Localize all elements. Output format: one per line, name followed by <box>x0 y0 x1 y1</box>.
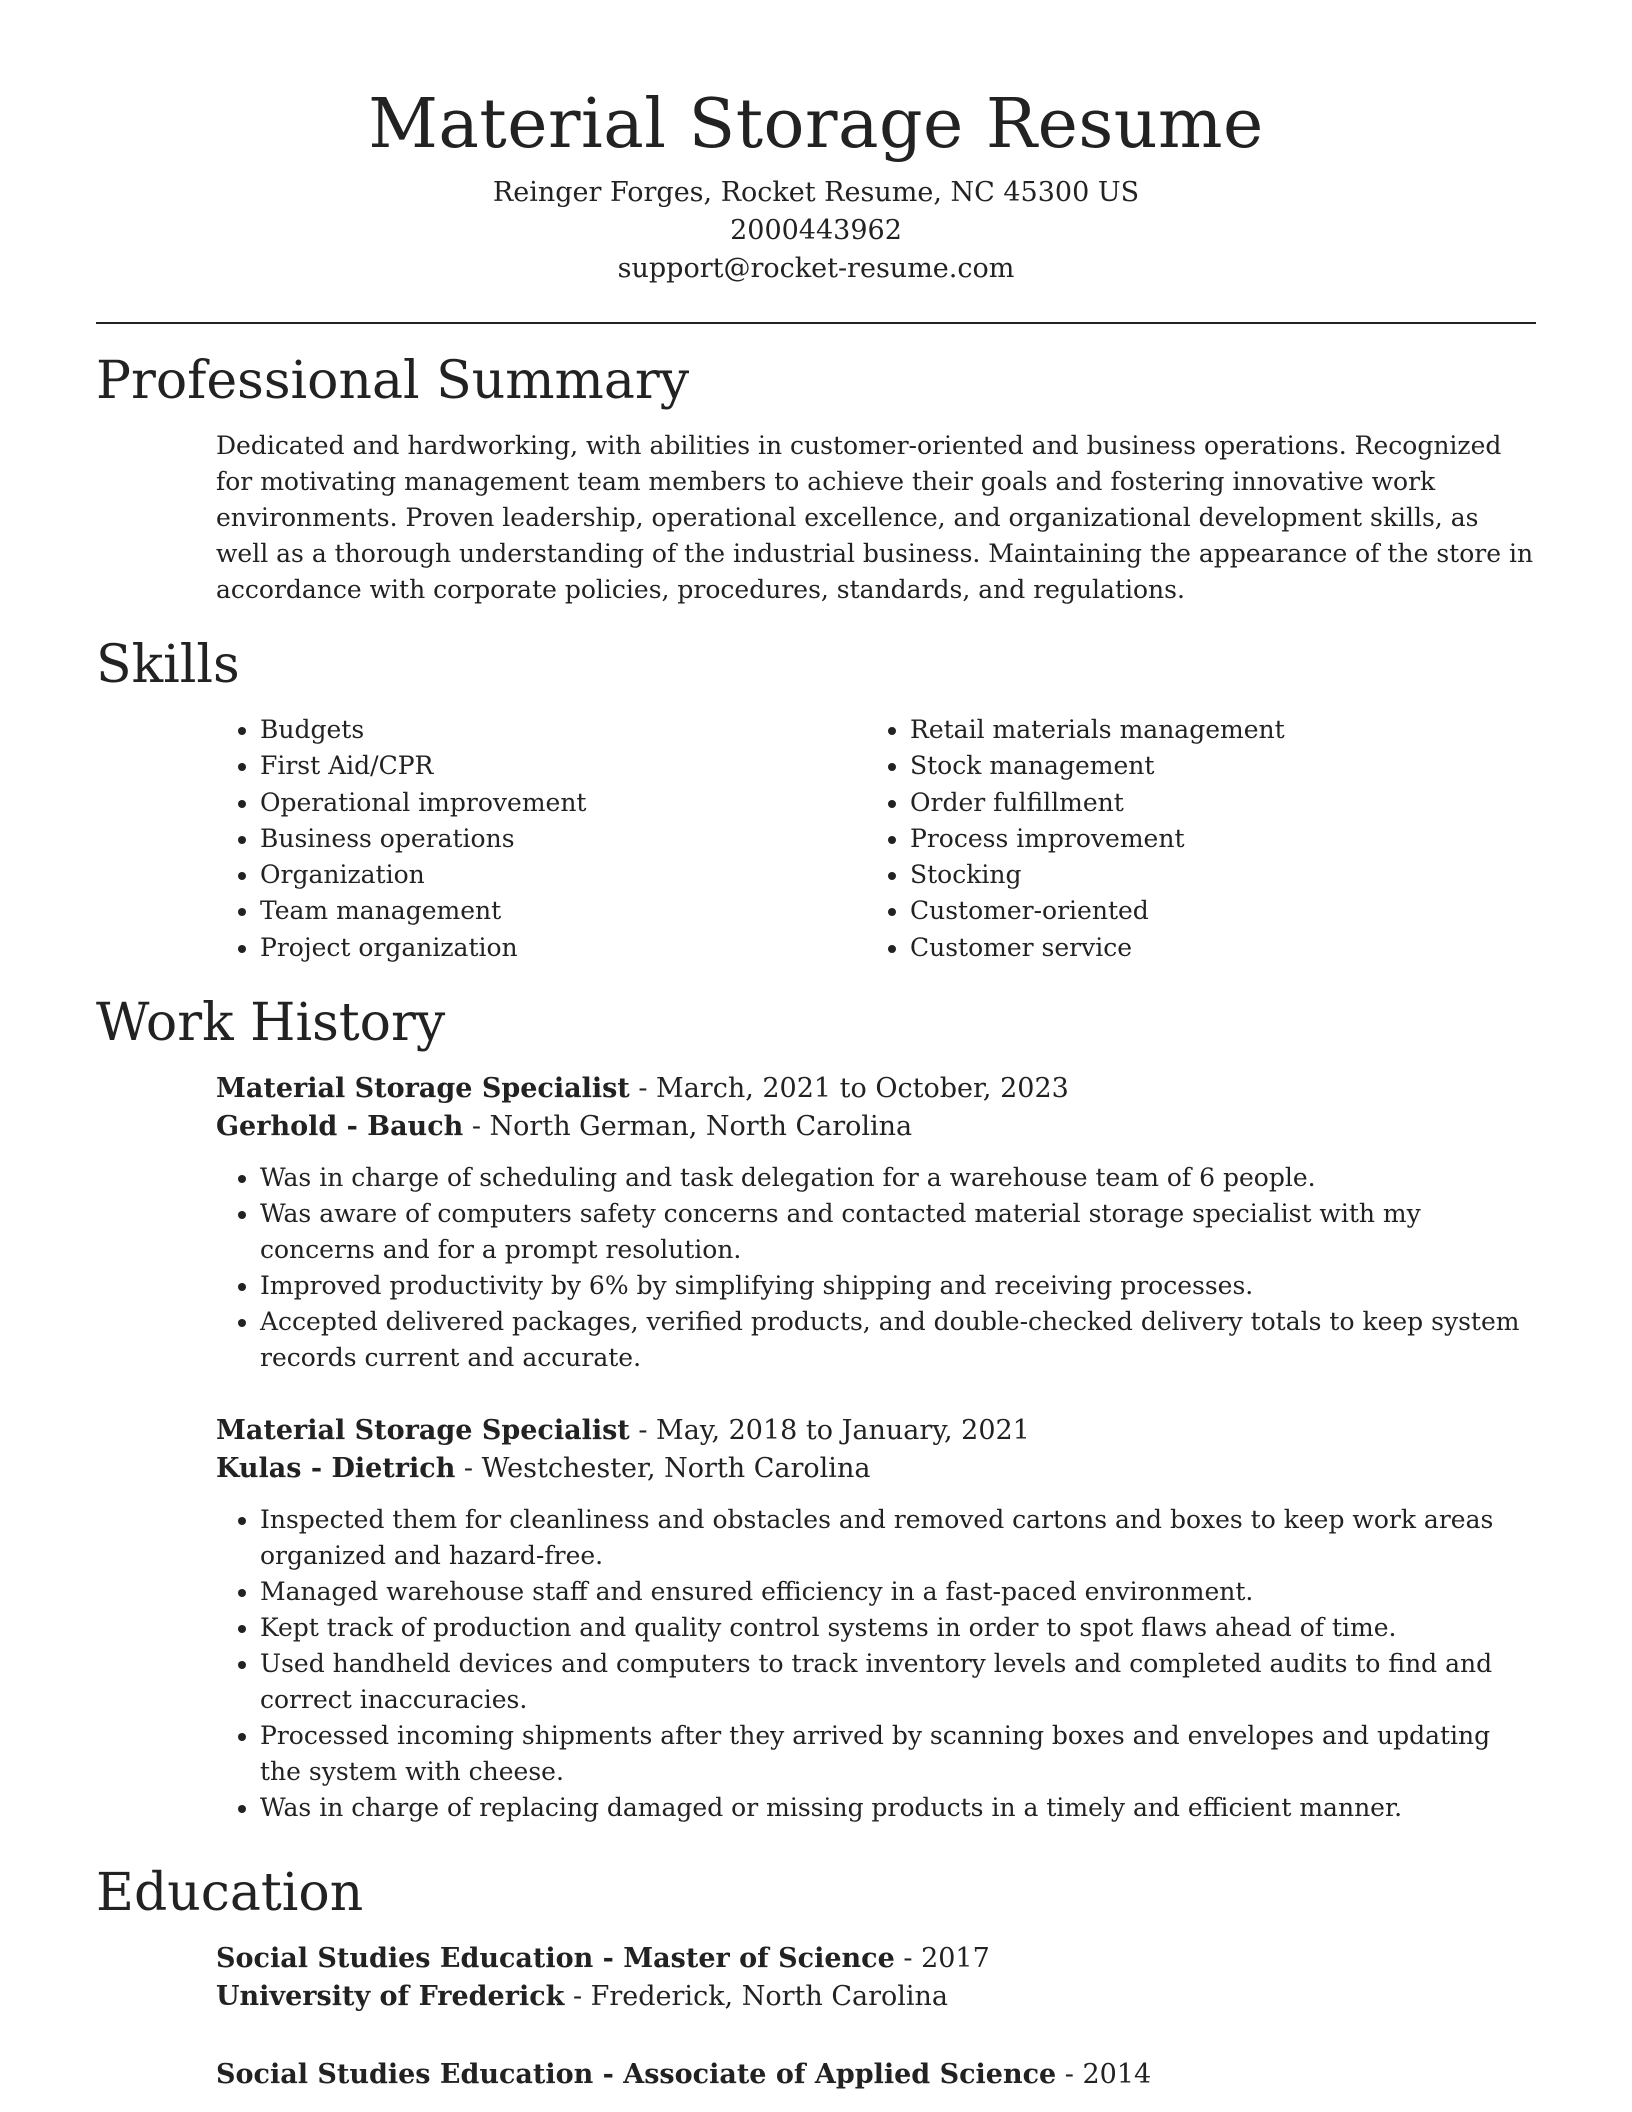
summary-text: Dedicated and hardworking, with abilities in customer-oriented and business operations. Recognized for motivating management team members to achieve their goals and fostering innovative work environments. Proven leadership, operational excellence, and organizational development skills, as well as a thorough understanding of the industrial business. Maintaining the appearance of the store in accordance with corporate policies, procedures, standards, and regulations. <box>216 431 1534 604</box>
job-company-line <box>216 1450 1536 1488</box>
job-bullet: • Was in charge of scheduling and task delegation for a warehouse team of 6 people. <box>260 1160 1536 1196</box>
skill-item: • Business operations <box>260 821 866 857</box>
skill-item: • Customer-oriented <box>910 893 1516 929</box>
job-entry <box>216 1070 1536 1376</box>
job-dates: - March, 2021 to October, 2023 <box>629 1073 1069 1105</box>
job-bullet: • Was in charge of replacing damaged or missing products in a timely and efficient manner. <box>260 1790 1536 1826</box>
skills-columns <box>96 712 1536 966</box>
education-heading: Education <box>96 1863 364 1924</box>
job-entry <box>216 1412 1536 1826</box>
job-bullet: • Used handheld devices and computers to track inventory levels and completed audits to find and correct inaccuracies. <box>260 1646 1536 1718</box>
edu-field: Social Studies Education <box>216 1943 594 1975</box>
edu-degree: - Master of Science <box>593 1943 895 1975</box>
skill-item: • Budgets <box>260 712 866 748</box>
job-bullet: • Processed incoming shipments after they arrived by scanning boxes and envelopes and updating the system with cheese. <box>260 1718 1536 1790</box>
skill-item: • First Aid/CPR <box>260 748 866 784</box>
edu-field: Social Studies Education <box>216 2059 594 2091</box>
job-title-line <box>216 1412 1536 1450</box>
contact-info <box>96 174 1536 288</box>
job-bullet: • Accepted delivered packages, verified products, and double-checked delivery totals to keep system records current and accurate. <box>260 1304 1536 1376</box>
job-position: Material Storage Specialist <box>216 1073 630 1105</box>
skills-list-left <box>216 712 866 966</box>
edu-degree: - Associate of Applied Science <box>593 2059 1057 2091</box>
job-bullet: • Improved productivity by 6% by simplifying shipping and receiving processes. <box>260 1268 1536 1304</box>
job-bullet: • Was aware of computers safety concerns and contacted material storage specialist with my concerns and for a prompt resolution. <box>260 1196 1536 1268</box>
job-position: Material Storage Specialist <box>216 1415 630 1447</box>
skill-item: • Stock management <box>910 748 1516 784</box>
skills-list-right <box>866 712 1516 966</box>
education-entry <box>216 1940 1536 2016</box>
skill-item: • Stocking <box>910 857 1516 893</box>
job-company: Kulas - Dietrich <box>216 1453 456 1485</box>
skill-item: • Process improvement <box>910 821 1516 857</box>
job-company-line <box>216 1108 1536 1146</box>
skills-section <box>96 634 1536 966</box>
skill-item: • Organization <box>260 857 866 893</box>
degree-line <box>216 1940 1536 1978</box>
job-dates: - May, 2018 to January, 2021 <box>629 1415 1030 1447</box>
job-bullet: • Managed warehouse staff and ensured efficiency in a fast-paced environment. <box>260 1574 1536 1610</box>
phone: 2000443962 <box>730 215 902 246</box>
resume-title: Material Storage Resume <box>368 85 1264 164</box>
job-bullets <box>216 1160 1536 1376</box>
job-title-line <box>216 1070 1536 1108</box>
skill-item: • Team management <box>260 893 866 929</box>
edu-school: University of Frederick <box>216 1981 565 2013</box>
header-divider <box>96 322 1536 324</box>
education-section <box>96 1862 1536 2094</box>
job-location: - Westchester, North Carolina <box>455 1453 871 1485</box>
resume-header <box>96 0 1536 288</box>
skill-item: • Operational improvement <box>260 785 866 821</box>
job-bullet: • Inspected them for cleanliness and obstacles and removed cartons and boxes to keep work areas organized and hazard-free. <box>260 1502 1536 1574</box>
job-bullets <box>216 1502 1536 1826</box>
job-location: - North German, North Carolina <box>463 1111 913 1143</box>
skill-item: • Project organization <box>260 930 866 966</box>
edu-year: - 2017 <box>894 1943 990 1975</box>
education-entry <box>216 2056 1536 2094</box>
skill-item: • Order fulfillment <box>910 785 1516 821</box>
work-history-heading: Work History <box>96 993 446 1054</box>
skill-item: • Customer service <box>910 930 1516 966</box>
skill-item: • Retail materials management <box>910 712 1516 748</box>
email: support@rocket-resume.com <box>617 253 1015 284</box>
summary-section <box>96 350 1536 608</box>
work-history-section <box>96 992 1536 1826</box>
summary-heading: Professional Summary <box>96 351 690 411</box>
address: Reinger Forges, Rocket Resume, NC 45300 US <box>492 177 1140 208</box>
edu-year: - 2014 <box>1056 2059 1152 2091</box>
job-bullet: • Kept track of production and quality control systems in order to spot flaws ahead of time. <box>260 1610 1536 1646</box>
job-company: Gerhold - Bauch <box>216 1111 464 1143</box>
skills-heading: Skills <box>96 635 240 695</box>
degree-line <box>216 2056 1536 2094</box>
edu-location: - Frederick, North Carolina <box>564 1981 949 2013</box>
school-line <box>216 1978 1536 2016</box>
